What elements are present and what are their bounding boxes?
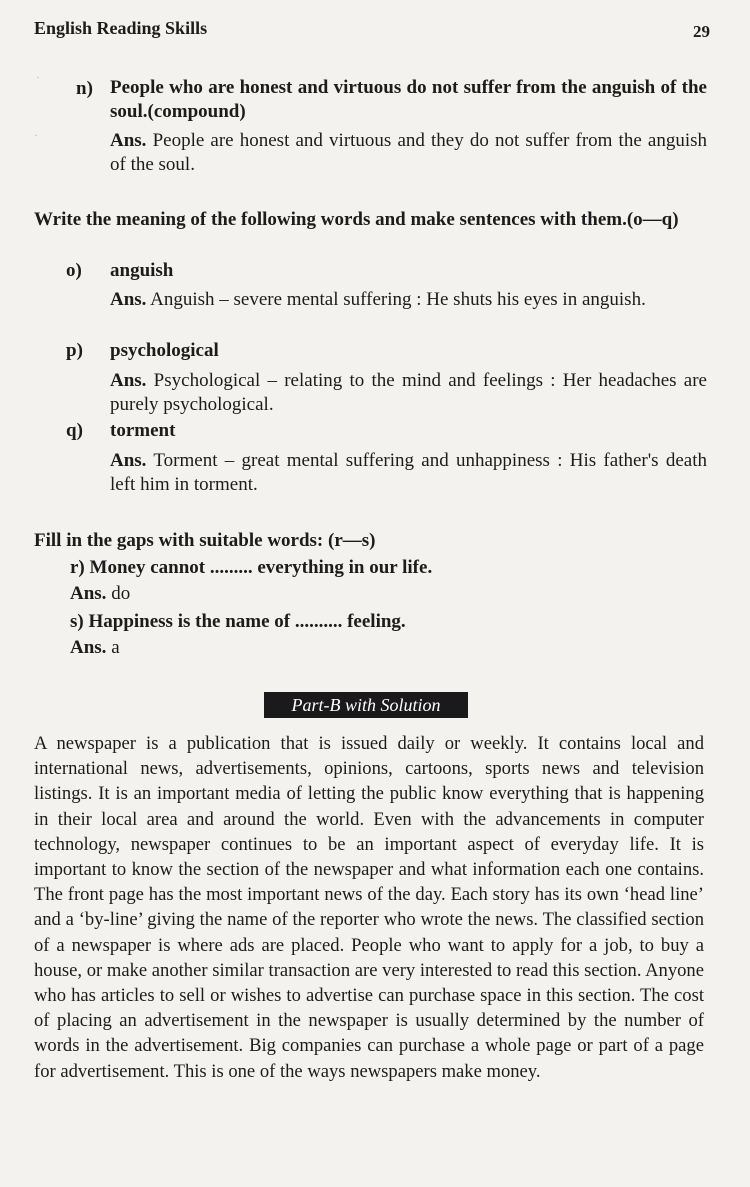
gap-question: s) Happiness is the name of .......... feeling. [70, 611, 406, 632]
passage-paragraph: A newspaper is a publication that is issued daily or weekly. It contains local and international news, advertisements, opinions, cartoons, sports news and television listings. It is an important media of letting the public know everything that is happening in their local area and around the world. Even with the advancements in computer technology, newspaper continues to be an important aspect of everyday life. It is important to know the section of the newspaper and what information each one contains. The front page has the most important news of the day. Each story has its own ‘head line’ and a ‘by-line’ giving the name of the reporter who wrote the news. The classified section of a newspaper is where ads are placed. People who want to apply for a job, to buy a house, or make another similar transaction are very interested to read this section. Anyone who has articles to sell or wishes to advertise can purchase space in this section. The cost of placing an advertisement in the newspaper is usually determined by the number of words in the advertisement. Big companies can purchase a whole page or part of a page for advertisement. This is one of the ways newspapers make money. [34, 733, 704, 1082]
item-word: torment [110, 420, 176, 441]
item-word: psychological [110, 340, 219, 361]
answer [70, 636, 120, 660]
item-label: o) [66, 260, 82, 281]
page-number: 29 [693, 22, 710, 41]
question-text: People who are honest and virtuous do not suffer from the anguish of the soul.(compound) [110, 77, 707, 122]
answer-text: Torment – great mental suffering and unhappiness : His father's death left him in torment. [110, 450, 707, 495]
answer [110, 129, 707, 177]
answer-label: Ans. [70, 637, 107, 658]
answer-label: Ans. [110, 289, 147, 310]
answer-label: Ans. [110, 450, 147, 471]
answer-label: Ans. [110, 130, 147, 151]
section-heading-gaps: Fill in the gaps with suitable words: (r—s) [34, 530, 376, 551]
item-label: q) [66, 420, 83, 441]
answer-text: a [111, 637, 120, 658]
page-header [34, 18, 710, 44]
gap-question: r) Money cannot ......... everything in our life. [70, 557, 433, 578]
answer-label: Ans. [70, 583, 107, 604]
answer-text: Psychological – relating to the mind and feelings : Her headaches are purely psychological. [110, 370, 707, 415]
answer-text: Anguish – severe mental suffering : He shuts his eyes in anguish. [150, 289, 646, 310]
answer-label: Ans. [110, 370, 147, 391]
item-word: anguish [110, 260, 174, 281]
part-b-banner: Part-B with Solution [264, 692, 468, 718]
item-label: p) [66, 340, 83, 361]
answer [110, 288, 707, 312]
section-heading-meaning: Write the meaning of the following words and make sentences with them.(o—q) [34, 209, 679, 230]
answer [110, 449, 707, 497]
answer-text: People are honest and virtuous and they do not suffer from the anguish of the soul. [110, 130, 707, 175]
margin-smudge: · [36, 70, 40, 84]
answer-text: do [111, 583, 131, 604]
answer [110, 369, 707, 417]
answer [70, 582, 130, 606]
running-title: English Reading Skills [34, 18, 208, 38]
question-label: n) [76, 78, 93, 99]
margin-smudge: · [34, 128, 38, 142]
